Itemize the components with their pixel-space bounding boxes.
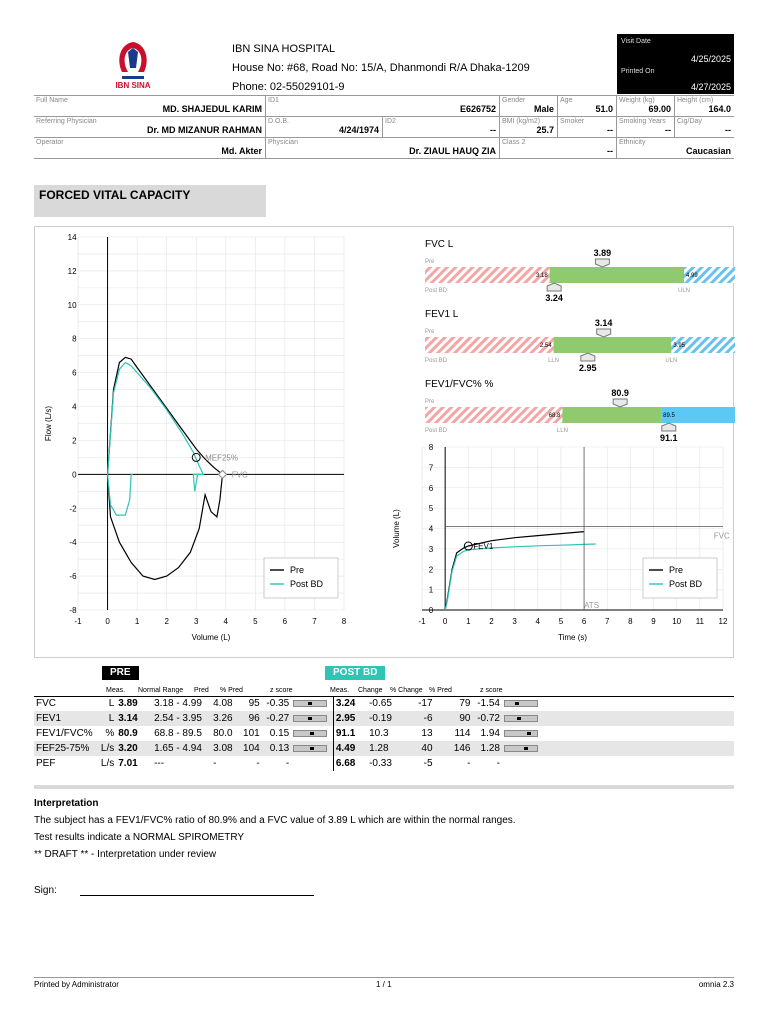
- hdr-post-change: Change: [358, 687, 383, 694]
- interpretation-line3: ** DRAFT ** - Interpretation under review: [34, 849, 217, 860]
- z-score-bar: [504, 715, 538, 722]
- cell-pmeas: 4.49: [333, 741, 367, 756]
- cell-pred: 80.0: [213, 728, 233, 739]
- y-tick-label: 0: [428, 606, 434, 615]
- operator: Md. Akter: [221, 146, 262, 156]
- x-tick-label: 11: [695, 617, 705, 626]
- full-name: MD. SHAJEDUL KARIM: [162, 104, 262, 114]
- hospital-header: [232, 40, 530, 97]
- y-tick-label: 6: [72, 368, 77, 378]
- cell-pred: -: [213, 758, 217, 769]
- gauge-pre-label: Pre: [425, 259, 435, 265]
- hospital-address: House No: #68, Road No: 15/A, Dhanmondi R/A Dhaka-1209: [232, 62, 530, 74]
- gauge-pre-marker: [597, 329, 611, 337]
- y-tick-label: 4: [72, 402, 77, 412]
- cell-pmeas: 3.24: [333, 696, 367, 711]
- cell-ppct: 114: [454, 728, 471, 739]
- x-tick-label: -1: [74, 617, 82, 626]
- printed-on-label: Printed On: [621, 68, 655, 75]
- gauge-lln-label: LLN: [556, 428, 568, 434]
- cell-range: ---: [154, 758, 165, 769]
- post-tag: POST BD: [325, 666, 385, 680]
- results-table: [34, 696, 734, 771]
- gauge-uln-value: 89.5: [663, 413, 675, 419]
- age: 51.0: [595, 104, 613, 114]
- cell-pred: 3.08: [211, 741, 236, 756]
- gauge-title: FEV1 L: [425, 309, 459, 320]
- cell-ppct: 90: [435, 711, 473, 726]
- class2: --: [607, 146, 613, 156]
- cell-name: FEV1/FVC%: [36, 728, 93, 739]
- volume-time-chart: [375, 227, 735, 657]
- cig-day-cell: Cig/Day --: [677, 118, 731, 135]
- y-tick-label: 14: [67, 233, 77, 242]
- smoker: --: [607, 125, 613, 135]
- cell-unit: %: [105, 728, 115, 739]
- post-z-bar-cell: [502, 741, 544, 756]
- footer: [34, 977, 734, 989]
- cell-z: 0.13: [262, 741, 292, 756]
- x-tick-label: 0: [105, 617, 110, 626]
- cell-range: 2.54 - 3.95: [152, 711, 211, 726]
- pre-tag: PRE: [102, 666, 139, 680]
- table-row: [34, 756, 734, 771]
- z-score-bar: [293, 715, 327, 722]
- x-tick-label: 8: [628, 617, 633, 626]
- sign-line: [80, 895, 314, 896]
- post-z-bar-cell: [502, 711, 544, 726]
- legend-label: Pre: [290, 565, 305, 575]
- fvc-ref-label: FVC: [713, 531, 730, 541]
- cig-day: --: [725, 125, 731, 135]
- z-bar-cell: [291, 726, 333, 741]
- cell-pmeas: 91.1: [333, 726, 367, 741]
- gauge-pre-marker: [595, 259, 609, 267]
- logo-text: IBN SINA: [115, 81, 151, 90]
- gauge-post-label: Post BD: [425, 358, 448, 364]
- class2-cell: Class 2 --: [500, 138, 617, 158]
- cell-pct: -: [256, 758, 260, 769]
- gauge-post-label: Post BD: [425, 288, 448, 294]
- hdr-post-pct: % Pred: [429, 687, 452, 694]
- cell-pct: 95: [248, 698, 260, 709]
- cell-ppct: 79: [459, 698, 471, 709]
- weight: 69.00: [648, 104, 671, 114]
- legend-label: Post BD: [290, 579, 324, 589]
- gauge-normal-range: [554, 337, 672, 353]
- printed-on-date: 4/27/2025: [690, 82, 731, 92]
- x-tick-label: 1: [134, 617, 140, 626]
- cell-pz: -1.54: [477, 698, 500, 709]
- x-tick-label: 10: [672, 617, 682, 626]
- x-tick-label: 3: [512, 617, 517, 626]
- cell-pz: 1.28: [472, 741, 502, 756]
- z-bar-cell: [291, 741, 333, 756]
- gauge-post-value: 91.1: [660, 433, 678, 443]
- hdr-post-z: z score: [480, 687, 503, 694]
- gauge-normal-range: [550, 267, 684, 283]
- cell-pchg: -5: [423, 758, 433, 769]
- gauge-post-marker: [662, 423, 676, 431]
- hospital-logo: [108, 38, 158, 90]
- cell-pct: 101: [243, 728, 260, 739]
- series-line-post-bd: [445, 544, 596, 610]
- y-tick-label: 1: [428, 585, 434, 595]
- id1: E626752: [459, 104, 496, 114]
- x-tick-label: 7: [312, 617, 317, 626]
- cell-unit: L: [108, 698, 115, 709]
- sign-label: Sign:: [34, 885, 57, 896]
- cell-chg: -0.33: [369, 758, 392, 769]
- z-score-bar: [504, 745, 538, 752]
- x-tick-label: 0: [442, 617, 448, 626]
- x-axis-label: Volume (L): [191, 633, 231, 642]
- cell-range: 68.8 - 89.5: [154, 728, 202, 739]
- cell-name: FEF25-75%: [34, 741, 98, 756]
- gauge-post-value: 2.95: [579, 363, 597, 373]
- cell-meas: 7.01: [118, 758, 138, 769]
- legend-box: [264, 558, 338, 598]
- x-tick-label: 2: [489, 617, 494, 626]
- cell-range: 3.18 - 4.99: [154, 698, 202, 709]
- visit-date: 4/25/2025: [690, 54, 731, 64]
- physician-cell: Physician Dr. ZIAUL HAUQ ZIA: [266, 138, 500, 158]
- gauge-uln-value: 4.99: [686, 273, 698, 279]
- bmi: 25.7: [536, 125, 554, 135]
- y-axis-label: Flow (L/s): [44, 405, 53, 442]
- cell-z: -: [285, 758, 290, 769]
- gauge-lln-value: 68.8: [548, 413, 561, 419]
- ethnicity-cell: Ethnicity Caucasian: [619, 139, 731, 156]
- cell-z: -0.27: [262, 711, 292, 726]
- x-tick-label: 8: [341, 617, 347, 626]
- z-score-bar: [504, 700, 538, 707]
- y-tick-label: 6: [428, 483, 434, 493]
- fvc-label: FVC: [231, 470, 248, 480]
- y-tick-label: 0: [72, 470, 77, 480]
- gauge-title: FVC L: [425, 239, 454, 250]
- gauge-below-range: [425, 407, 562, 423]
- legend-label: Post BD: [669, 579, 703, 589]
- legend-box: [643, 558, 717, 598]
- ethnicity: Caucasian: [685, 146, 731, 156]
- x-tick-label: 5: [558, 617, 564, 626]
- cell-meas: 3.14: [116, 711, 152, 726]
- cell-pred: 3.26: [211, 711, 236, 726]
- cell-z: -0.35: [266, 698, 290, 709]
- cell-range: 1.65 - 4.94: [152, 741, 211, 756]
- x-tick-label: 12: [718, 617, 728, 626]
- cell-pchg: -17: [418, 698, 433, 709]
- spacer-cell: [544, 711, 734, 726]
- cell-chg: 10.3: [369, 728, 389, 739]
- z-bar-cell: [291, 711, 333, 726]
- y-tick-label: -8: [69, 606, 77, 615]
- cell-z: 0.15: [269, 728, 290, 739]
- x-tick-label: 5: [253, 617, 258, 626]
- y-tick-label: 10: [67, 300, 77, 310]
- z-bar-cell: [291, 696, 333, 711]
- hdr-pre-pred: Pred: [194, 687, 209, 694]
- series-line-post-bd: [108, 363, 204, 492]
- cell-ppct: -: [467, 758, 471, 769]
- cell-pct: 104: [236, 741, 261, 756]
- cell-meas: 80.9: [118, 728, 138, 739]
- legend-label: Pre: [669, 565, 684, 575]
- cell-pchg: -6: [397, 711, 435, 726]
- z-score-bar: [293, 730, 327, 737]
- interpretation-line1: The subject has a FEV1/FVC% ratio of 80.9% and a FVC value of 3.89 L which are within the normal ranges.: [34, 815, 516, 826]
- series-line-pre: [108, 357, 223, 579]
- sign-area: [34, 885, 314, 896]
- cell-name: FEV1: [34, 711, 98, 726]
- x-tick-label: 2: [164, 617, 169, 626]
- gauge-post-label: Post BD: [425, 428, 448, 434]
- cell-meas: 3.20: [116, 741, 152, 756]
- y-axis-label: Volume (L): [392, 509, 401, 548]
- x-tick-label: 1: [466, 617, 471, 626]
- id2-cell: ID2 --: [383, 117, 500, 137]
- gauge-uln-label: ULN: [665, 358, 678, 364]
- x-tick-label: 6: [581, 617, 587, 626]
- full-name-cell: Full Name MD. SHAJEDUL KARIM: [34, 96, 266, 116]
- weight-cell: Weight (kg) 69.00: [617, 96, 675, 116]
- y-tick-label: -6: [69, 572, 77, 582]
- footer-right: omnia 2.3: [698, 980, 734, 989]
- cell-chg: 1.28: [367, 741, 397, 756]
- cell-meas: 3.89: [118, 698, 138, 709]
- ref-physician-cell: Referring Physician Dr. MD MIZANUR RAHMAN: [34, 117, 266, 137]
- cell-ppct: 146: [435, 741, 473, 756]
- dob: 4/24/1974: [338, 125, 379, 135]
- y-tick-label: 4: [428, 524, 434, 534]
- age-cell: Age 51.0: [558, 96, 617, 116]
- cell-unit: L/s: [100, 758, 115, 769]
- hdr-pre-z: z score: [270, 687, 293, 694]
- hdr-pre-range: Normal Range: [138, 687, 184, 694]
- gender: Male: [533, 104, 554, 114]
- ref-physician: Dr. MD MIZANUR RAHMAN: [147, 125, 262, 135]
- table-row: [34, 741, 734, 756]
- id2: --: [490, 125, 496, 135]
- footer-left: Printed by Administrator: [34, 980, 119, 989]
- x-tick-label: 6: [282, 617, 288, 626]
- x-tick-label: 9: [651, 617, 656, 626]
- charts-panel: [34, 226, 734, 658]
- interpretation: [34, 795, 516, 863]
- gauge-pre-value: 3.89: [593, 248, 612, 258]
- gauge-normal-range: [562, 407, 661, 423]
- spacer-cell: [544, 741, 734, 756]
- gauge-lln-label: LLN: [548, 358, 560, 364]
- table-row: [34, 696, 734, 711]
- gender-cell: Gender Male: [500, 96, 558, 116]
- gauge-pre-value: 80.9: [611, 388, 629, 398]
- y-tick-label: -2: [69, 504, 77, 514]
- x-tick-label: 4: [535, 617, 540, 626]
- gauge-pre-label: Pre: [425, 399, 435, 405]
- visit-box: [617, 34, 734, 94]
- smoking-years-cell: Smoking Years --: [617, 117, 675, 137]
- post-z-bar-cell: [502, 696, 544, 711]
- gauge-pre-value: 3.14: [594, 318, 613, 328]
- y-tick-label: 8: [72, 334, 77, 344]
- y-tick-label: 12: [67, 266, 77, 276]
- physician: Dr. ZIAUL HAUQ ZIA: [409, 146, 496, 156]
- fev1-label: FEV1: [473, 542, 494, 552]
- cell-pchg: 40: [397, 741, 435, 756]
- cell-pz: -0.72: [472, 711, 502, 726]
- spacer-cell: [544, 756, 734, 771]
- post-z-bar-cell: [502, 726, 544, 741]
- mef25-label: MEF25%: [205, 453, 238, 463]
- y-tick-label: 5: [428, 504, 434, 514]
- cell-pct: 96: [236, 711, 261, 726]
- interpretation-title: Interpretation: [34, 798, 99, 809]
- gauge-below-range: [425, 337, 554, 353]
- table-row: [34, 726, 734, 741]
- spacer-cell: [544, 726, 734, 741]
- section-title: FORCED VITAL CAPACITY: [34, 185, 266, 217]
- x-axis-label: Time (s): [557, 633, 588, 642]
- flow-volume-chart: [35, 227, 375, 657]
- cell-name: PEF: [36, 758, 56, 769]
- visit-date-label: Visit Date: [621, 38, 651, 45]
- gauge-pre-marker: [613, 399, 627, 407]
- post-z-bar-cell: [502, 756, 544, 771]
- cell-chg: -0.65: [369, 698, 392, 709]
- smoker-cell: Smoker --: [558, 117, 617, 137]
- cell-pz: -: [496, 758, 500, 769]
- gauge-uln-value: 3.95: [673, 343, 686, 349]
- gauge-uln-label: ULN: [678, 288, 691, 294]
- x-tick-label: -1: [418, 617, 426, 626]
- patient-info-grid: [34, 95, 734, 159]
- y-tick-label: 2: [428, 565, 434, 575]
- cell-pmeas: 2.95: [333, 711, 367, 726]
- hdr-post-meas: Meas.: [330, 687, 350, 694]
- cell-pz: 1.94: [480, 728, 500, 739]
- id1-cell: ID1 E626752: [266, 96, 500, 116]
- x-tick-label: 4: [223, 617, 229, 626]
- gauge-below-range: [425, 267, 550, 283]
- y-tick-label: 3: [428, 544, 434, 554]
- hdr-post-pchange: % Change: [390, 687, 423, 694]
- hdr-pre-meas: Meas.: [106, 687, 126, 694]
- z-bar-cell: [291, 756, 333, 771]
- spacer-cell: [544, 696, 734, 711]
- cell-chg: -0.19: [367, 711, 397, 726]
- gauge-post-value: 3.24: [545, 293, 563, 303]
- y-tick-label: -4: [69, 538, 77, 548]
- z-score-bar: [293, 700, 327, 707]
- ats-label: ATS: [584, 601, 600, 610]
- cell-unit: L/s: [98, 741, 116, 756]
- hospital-name: IBN SINA HOSPITAL: [232, 43, 336, 55]
- cell-pchg: 13: [421, 728, 433, 739]
- gauge-post-marker: [581, 353, 595, 361]
- height: 164.0: [708, 104, 731, 114]
- cell-name: FVC: [36, 698, 56, 709]
- gauge-lln-value: 3.18: [536, 273, 548, 279]
- series-line-post-bd-segment: [108, 474, 133, 515]
- x-tick-label: 3: [193, 617, 199, 626]
- table-row: [34, 711, 734, 726]
- hospital-phone: Phone: 02-55029101-9: [232, 81, 345, 93]
- gauge-title: FEV1/FVC% %: [425, 379, 494, 390]
- y-tick-label: 2: [72, 436, 77, 446]
- gauge-post-marker: [547, 283, 561, 291]
- interpretation-line2: Test results indicate a NORMAL SPIROMETRY: [34, 832, 245, 843]
- dob-cell: D.O.B. 4/24/1974: [266, 117, 383, 137]
- cell-pred: 4.08: [213, 698, 233, 709]
- x-tick-label: 7: [605, 617, 610, 626]
- operator-cell: Operator Md. Akter: [34, 138, 266, 158]
- gauge-pre-label: Pre: [425, 329, 435, 335]
- gauge-lln-value: 2.54: [539, 343, 552, 349]
- y-tick-label: 8: [428, 443, 434, 452]
- height-cell: Height (cm) 164.0: [677, 97, 731, 114]
- footer-center: 1 / 1: [376, 980, 392, 989]
- bmi-cell: BMI (kg/m2) 25.7: [500, 117, 558, 137]
- z-score-bar: [504, 730, 538, 737]
- hdr-pre-pct: % Pred: [220, 687, 243, 694]
- y-tick-label: 7: [428, 463, 434, 473]
- smoking-years: --: [665, 125, 671, 135]
- cell-unit: L: [98, 711, 116, 726]
- cell-pmeas: 6.68: [333, 756, 367, 771]
- z-score-bar: [293, 745, 327, 752]
